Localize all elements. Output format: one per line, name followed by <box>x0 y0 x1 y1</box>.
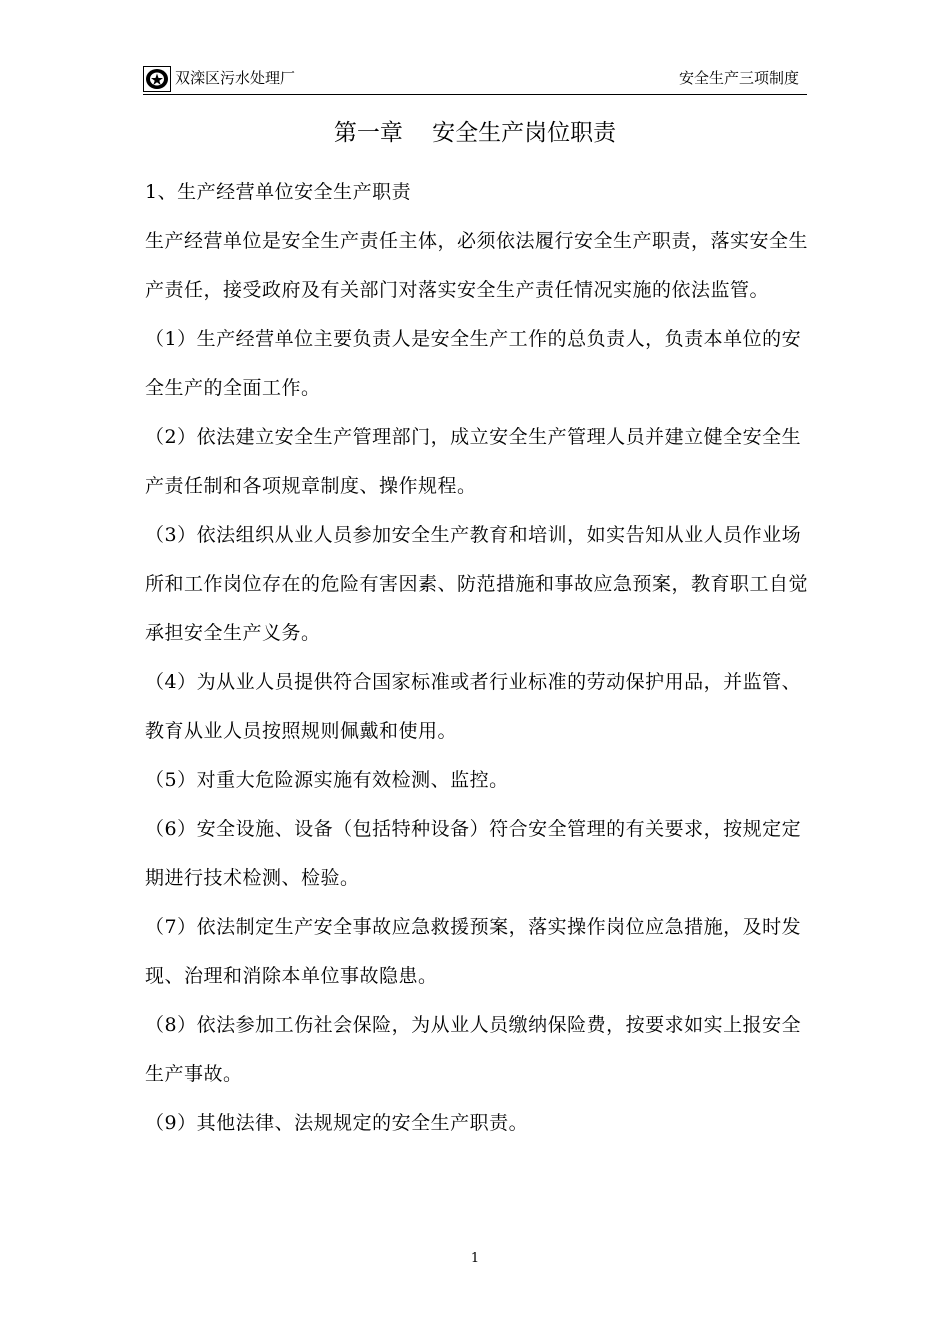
document-body <box>145 168 809 1148</box>
intro-paragraph: 生产经营单位是安全生产责任主体，必须依法履行安全生产职责，落实安全生产责任，接受政府及有关部门对落实安全生产责任情况实施的依法监管。 <box>145 230 809 301</box>
list-item: （9）其他法律、法规规定的安全生产职责。 <box>145 1112 529 1134</box>
list-item: （8）依法参加工伤社会保险，为从业人员缴纳保险费，按要求如实上报安全生产事故。 <box>145 1014 802 1085</box>
list-item: （2）依法建立安全生产管理部门，成立安全生产管理人员并建立健全安全生产责任制和各项规章制度、操作规程。 <box>145 426 802 497</box>
list-item: （5）对重大危险源实施有效检测、监控。 <box>145 769 509 791</box>
list-item: （7）依法制定生产安全事故应急救援预案，落实操作岗位应急措施，及时发现、治理和消除本单位事故隐患。 <box>145 916 802 987</box>
chapter-title: 第一章 安全生产岗位职责 <box>333 120 617 146</box>
page-header <box>143 64 807 95</box>
organization-name: 双滦区污水处理厂 <box>175 69 296 87</box>
page-number: 1 <box>470 1251 480 1266</box>
company-logo-icon <box>143 66 171 92</box>
list-item: （3）依法组织从业人员参加安全生产教育和培训，如实告知从业人员作业场所和工作岗位存在的危险有害因素、防范措施和事故应急预案，教育职工自觉承担安全生产义务。 <box>145 524 809 644</box>
list-item: （4）为从业人员提供符合国家标准或者行业标准的劳动保护用品，并监管、教育从业人员按照规则佩戴和使用。 <box>145 671 802 742</box>
list-item: （1）生产经营单位主要负责人是安全生产工作的总负责人，负责本单位的安全生产的全面工作。 <box>145 328 802 399</box>
section-heading: 1、生产经营单位安全生产职责 <box>145 181 412 203</box>
document-name: 安全生产三项制度 <box>678 69 799 87</box>
list-item: （6）安全设施、设备（包括特种设备）符合安全管理的有关要求，按规定定期进行技术检测、检验。 <box>145 818 802 889</box>
